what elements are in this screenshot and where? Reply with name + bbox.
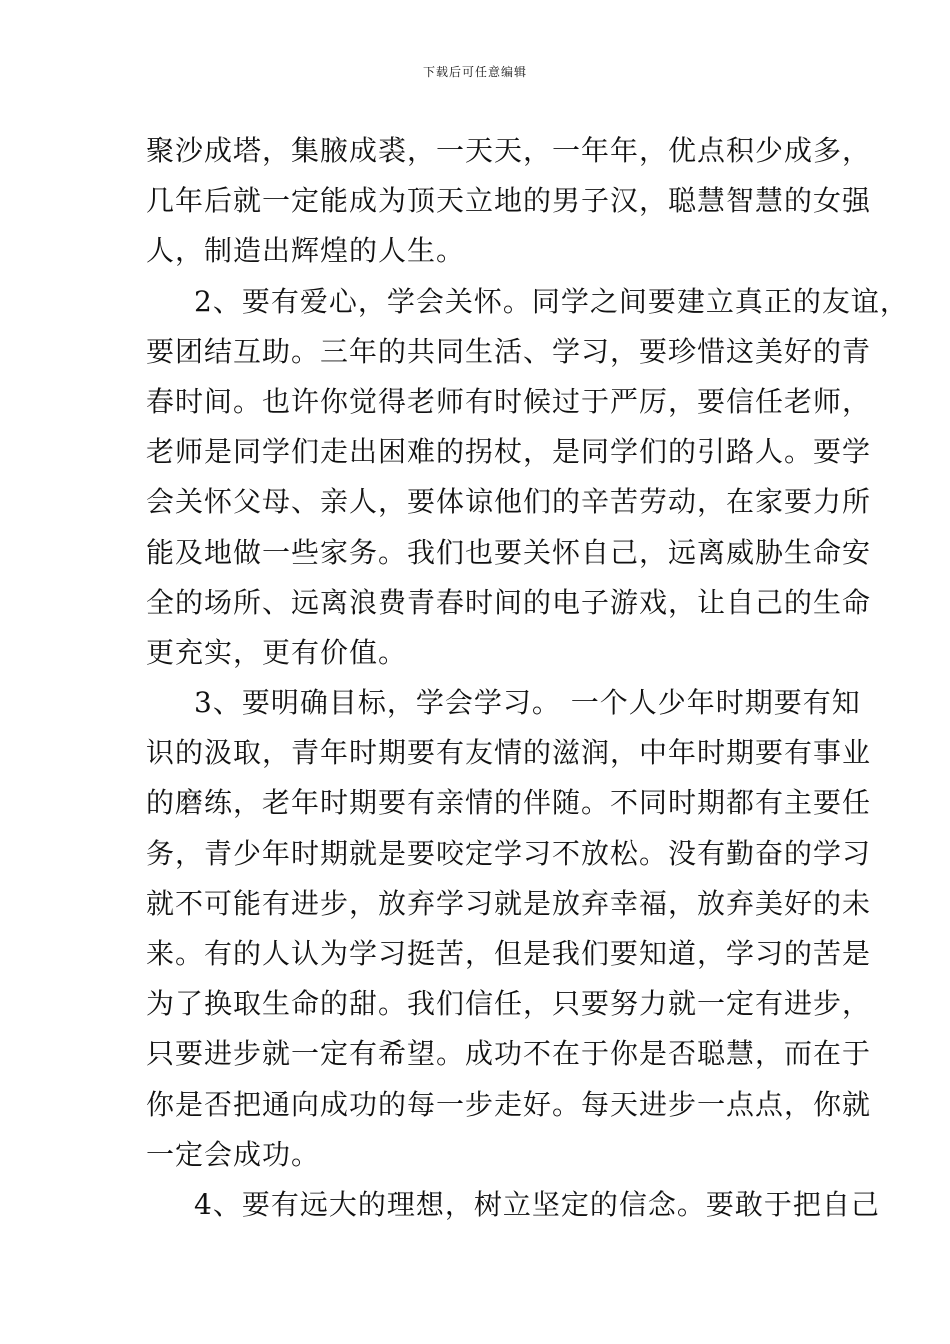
paragraph-start-line: 3、要明确目标，学会学习。 一个人少年时期要有知	[194, 686, 861, 720]
text-line: 为了换取生命的甜。我们信任，只要努力就一定有进步，	[146, 987, 872, 1021]
text-line: 就不可能有进步，放弃学习就是放弃幸福，放弃美好的未	[146, 886, 872, 920]
text-line: 你是否把通向成功的每一步走好。每天进步一点点，你就	[146, 1087, 872, 1121]
paragraph-start-line: 4、要有远大的理想，树立坚定的信念。要敢于把自己	[194, 1187, 880, 1221]
text-line: 聚沙成塔，集腋成裘，一天天，一年年，优点积少成多，	[146, 134, 872, 167]
text-line: 人，制造出辉煌的人生。	[146, 234, 466, 268]
text-line: 识的汲取，青年时期要有友情的滋润，中年时期要有事业	[146, 736, 872, 770]
text-line: 更充实，更有价值。	[146, 635, 408, 669]
paragraph-start-line: 2、要有爱心，学会关怀。同学之间要建立真正的友谊，	[194, 284, 909, 318]
page-header: 下载后可任意编辑	[422, 65, 527, 79]
document-body	[146, 126, 909, 1230]
text-line: 来。有的人认为学习挺苦，但是我们要知道，学习的苦是	[146, 937, 872, 970]
text-line: 一定会成功。	[146, 1137, 321, 1171]
text-line: 几年后就一定能成为顶天立地的男子汉，聪慧智慧的女强	[146, 184, 872, 218]
text-line: 务，青少年时期就是要咬定学习不放松。没有勤奋的学习	[146, 836, 872, 870]
text-line: 能及地做一些家务。我们也要关怀自己，远离威胁生命安	[146, 535, 872, 569]
text-line: 的磨练，老年时期要有亲情的伴随。不同时期都有主要任	[146, 786, 872, 820]
text-line: 老师是同学们走出困难的拐杖，是同学们的引路人。要学	[146, 435, 872, 469]
text-line: 全的场所、远离浪费青春时间的电子游戏，让自己的生命	[146, 585, 872, 619]
text-line: 只要进步就一定有希望。成功不在于你是否聪慧，而在于	[146, 1037, 872, 1071]
text-line: 会关怀父母、亲人，要体谅他们的辛苦劳动，在家要力所	[146, 485, 872, 519]
text-line: 春时间。也许你觉得老师有时候过于严厉，要信任老师，	[146, 384, 872, 418]
text-line: 要团结互助。三年的共同生活、学习，要珍惜这美好的青	[146, 334, 872, 368]
